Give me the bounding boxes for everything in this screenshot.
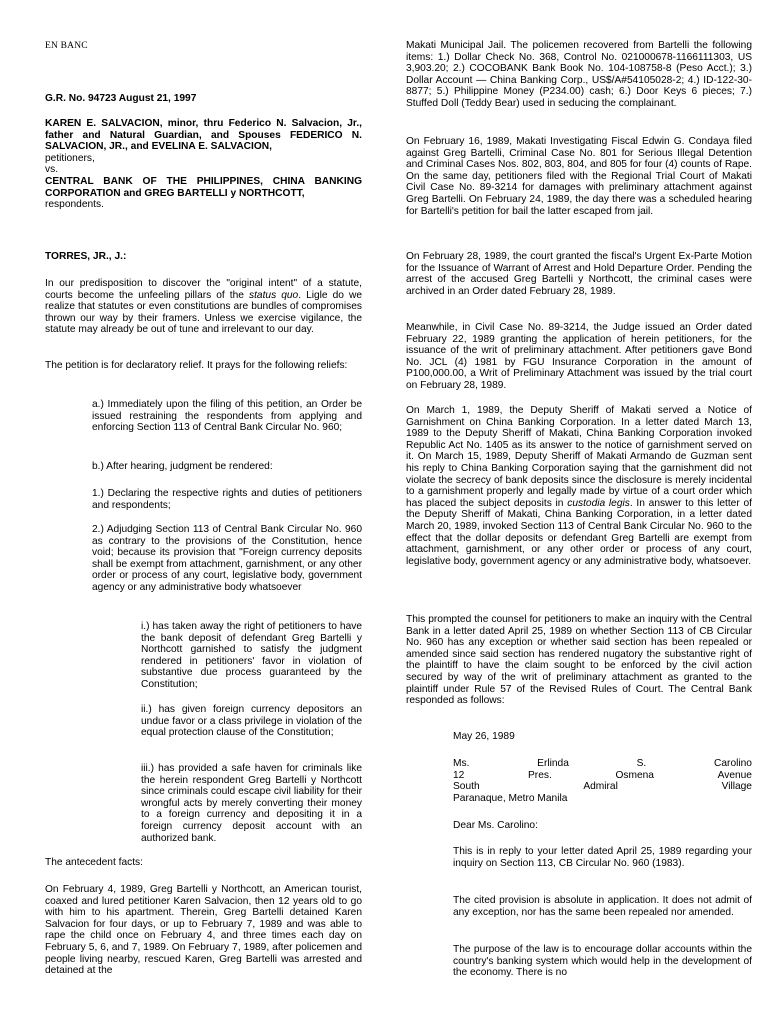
sub-relief-ii: ii.) has given foreign currency depositors an undue favor or a class privilege in violation of the equal protection clause of the Constitution; xyxy=(141,704,362,739)
letter-salutation: Dear Ms. Carolino: xyxy=(453,820,538,831)
warrant-paragraph: On February 28, 1989, the court granted the fiscal's Urgent Ex-Parte Motion for the Issuance of Warrant of Arrest and Hold Departure Order. Pending the arrest of the accused Greg Bartelli y Northcott, the criminal cases were archived in an Order dated February 28, 1989. xyxy=(406,251,752,297)
garnishment-text-a: On March 1, 1989, the Deputy Sheriff of Makati served a Notice of Garnishment on China Banking Corporation. In a letter dated March 13, 1989 to the Deputy Sheriff of Makati, China Banking Corporation invoked Republic Act No. 1405 as its answer to the notice of garnishment served on it. On March 15, 1989, Deputy Sheriff of Makati Armando de Guzman sent his reply to China Banking Corporation saying that the garnishment did not violate the secrecy of bank deposits since the disclosure is merely incidental to a garnishment properly and legally made by virtue of a court order which has placed the subject deposits in xyxy=(406,405,752,509)
address-word: Village xyxy=(721,781,752,793)
versus-label: vs. xyxy=(45,164,59,176)
garnishment-text-b: . In answer to this letter of the Deputy Sheriff of Makati, China Banking Corporation, in a letter dated March 20, 1989, invoked Section 113 of Central Bank Circular No. 960 to the effect that the dollar deposits or defendant Greg Bartelli are exempt from attachment, garnishment, or any other order or process of any court, legislative body, government agency or any administrative body, whatsoever. xyxy=(406,497,752,567)
intro-text-a: In our predisposition to discover the "original intent" of a statute, courts become the unfeeling pillars of the xyxy=(45,278,362,301)
address-word: 12 xyxy=(453,769,465,781)
ponente-name: TORRES, JR., J.: xyxy=(45,251,127,262)
relief-b1: 1.) Declaring the respective rights and duties of petitioners and respondents; xyxy=(92,488,362,511)
respondents-label: respondents. xyxy=(45,199,104,211)
garnishment-emphasis: custodia legis xyxy=(567,497,630,509)
facts-paragraph: On February 4, 1989, Greg Bartelli y Northcott, an American tourist, coaxed and lured petitioner Karen Salvacion, then 12 years old to go with him to his apartment. Therein, Greg Bartelli detained Karen Salvacion for four days, or up to February 7, 1989 and was able to rape the child once on February 4, and three times each day on February 5, 6, and 7, 1989. On February 7, 1989, after policemen and people living nearby, rescued Karen, Greg Bartelli was arrested and detained at the xyxy=(45,884,362,977)
address-word: Admiral xyxy=(583,781,618,793)
antecedent-heading: The antecedent facts: xyxy=(45,857,143,868)
intro-paragraph xyxy=(45,278,362,336)
case-number: G.R. No. 94723 August 21, 1997 xyxy=(45,93,197,104)
petition-paragraph: The petition is for declaratory relief. It prays for the following reliefs: xyxy=(45,360,348,371)
letter-date: May 26, 1989 xyxy=(453,731,515,742)
address-word: Ms. xyxy=(453,758,470,769)
garnishment-paragraph xyxy=(406,405,752,567)
intro-text-b: . Ligle do we realize that statutes or even constitutions are bundles of compromises thrown our way by their framers. Unless we exercise vigilance, the statute may already be out of tune and irrelevant to our day. xyxy=(45,289,363,336)
address-word: Osmena xyxy=(615,769,654,781)
address-word: Carolino xyxy=(714,758,752,769)
attachment-paragraph: Meanwhile, in Civil Case No. 89-3214, the Judge issued an Order dated February 22, 1989 granting the application of herein petitioners, for the issuance of the writ of preliminary attachment. After petitioners gave Bond No. JCL (4) 1981 by FGU Insurance Corporation in the amount of P100,000.00, a Writ of Preliminary Attachment was issued by the trial court on February 28, 1989. xyxy=(406,322,752,391)
criminal-cases-paragraph: On February 16, 1989, Makati Investigating Fiscal Edwin G. Condaya filed against Greg Bartelli, Criminal Case No. 801 for Serious Illegal Detention and Criminal Cases Nos. 802, 803, 804, and 805 for four (4) counts of Rape. On the same day, petitioners filed with the Regional Trial Court of Makati Civil Case No. 89-3214 for damages with preliminary attachment against Greg Bartelli. On February 24, 1989, the day there was a scheduled hearing for Bartelli's petition for bail the latter escaped from jail. xyxy=(406,136,752,217)
respondents-names: CENTRAL BANK OF THE PHILIPPINES, CHINA BANKING CORPORATION and GREG BARTELLI y NORTHCOTT, xyxy=(45,175,362,199)
relief-b: b.) After hearing, judgment be rendered: xyxy=(92,461,273,472)
address-line-2 xyxy=(453,770,752,782)
address-word: S. xyxy=(636,758,647,769)
inquiry-paragraph: This prompted the counsel for petitioners to make an inquiry with the Central Bank in a letter dated April 25, 1989 on whether Section 113 of CB Circular No. 960 has any exception or whether said section has been repealed or amended since said section has rendered nugatory the substantive right of the plaintiff to have the claim sought to be enforced by the civil action secured by way of the writ of preliminary attachment as granted to the plaintiff under Rule 57 of the Revised Rules of Court. The Central Bank responded as follows: xyxy=(406,614,752,707)
address-word: Erlinda xyxy=(537,758,569,769)
case-parties xyxy=(45,118,362,211)
sub-relief-i: i.) has taken away the right of petitioners to have the bank deposit of defendant Greg Bartelli y Northcott garnished to satisfy the judgment rendered in petitioners' favor in violation of substantive due process guaranteed by the Constitution; xyxy=(141,621,362,690)
intro-emphasis: status quo xyxy=(248,289,299,301)
address-word: Pres. xyxy=(528,769,552,781)
address-line-3 xyxy=(453,781,752,793)
relief-a: a.) Immediately upon the filing of this petition, an Order be issued restraining the respondents from applying and enforcing Section 113 of Central Bank Circular No. 960; xyxy=(92,399,362,434)
address-line-4: Paranaque, Metro Manila xyxy=(453,792,568,804)
sub-relief-iii: iii.) has provided a safe haven for criminals like the herein respondent Greg Bartelli y Northcott since criminals could escape civil liability for their wrongful acts by merely converting their money to a foreign currency and depositing it in a foreign currency deposit account with an authorized bank. xyxy=(141,763,362,844)
ponente-heading xyxy=(45,251,126,263)
en-banc-heading: EN BANC xyxy=(45,41,88,51)
petitioners-names: KAREN E. SALVACION, minor, thru Federico N. Salvacion, Jr., father and Natural Guardian, and Spouses FEDERICO N. SALVACION, JR., and EVELINA E. SALVACION, xyxy=(45,118,362,153)
facts-continued: Makati Municipal Jail. The policemen recovered from Bartelli the following items: 1.) Dollar Check No. 368, Control No. 021000678-1166111303, US 3,903.20; 2.) COCOBANK Bank Book No. 104-108758-8 (Peso Acct.); 3.) Dollar Account — China Banking Corp., US$/A#54105028-2; 4.) ID-122-30-8877; 5.) Philippine Money (P234.00) cash; 6.) Door Keys 6 pieces; 7.) Stuffed Doll (Teddy Bear) used in seducing the complainant. xyxy=(406,40,752,109)
letter-address xyxy=(453,758,752,804)
address-word: Avenue xyxy=(717,769,752,781)
address-line-1 xyxy=(453,758,752,770)
relief-b2: 2.) Adjudging Section 113 of Central Bank Circular No. 960 as contrary to the provisions of the Constitution, hence void; because its provision that "Foreign currency deposits shall be exempt from attachment, garnishment, or any other order or process of any court, legislative body, government agency or any administrative body whatsoever xyxy=(92,524,362,593)
letter-paragraph-2: The cited provision is absolute in application. It does not admit of any exception, nor has the same been repealed nor amended. xyxy=(453,895,752,918)
petitioners-label: petitioners, xyxy=(45,152,95,164)
address-word: South xyxy=(453,781,480,793)
letter-paragraph-1: This is in reply to your letter dated April 25, 1989 regarding your inquiry on Section 113, CB Circular No. 960 (1983). xyxy=(453,846,752,869)
letter-paragraph-3: The purpose of the law is to encourage dollar accounts within the country's banking system which would help in the development of the economy. There is no xyxy=(453,944,752,979)
